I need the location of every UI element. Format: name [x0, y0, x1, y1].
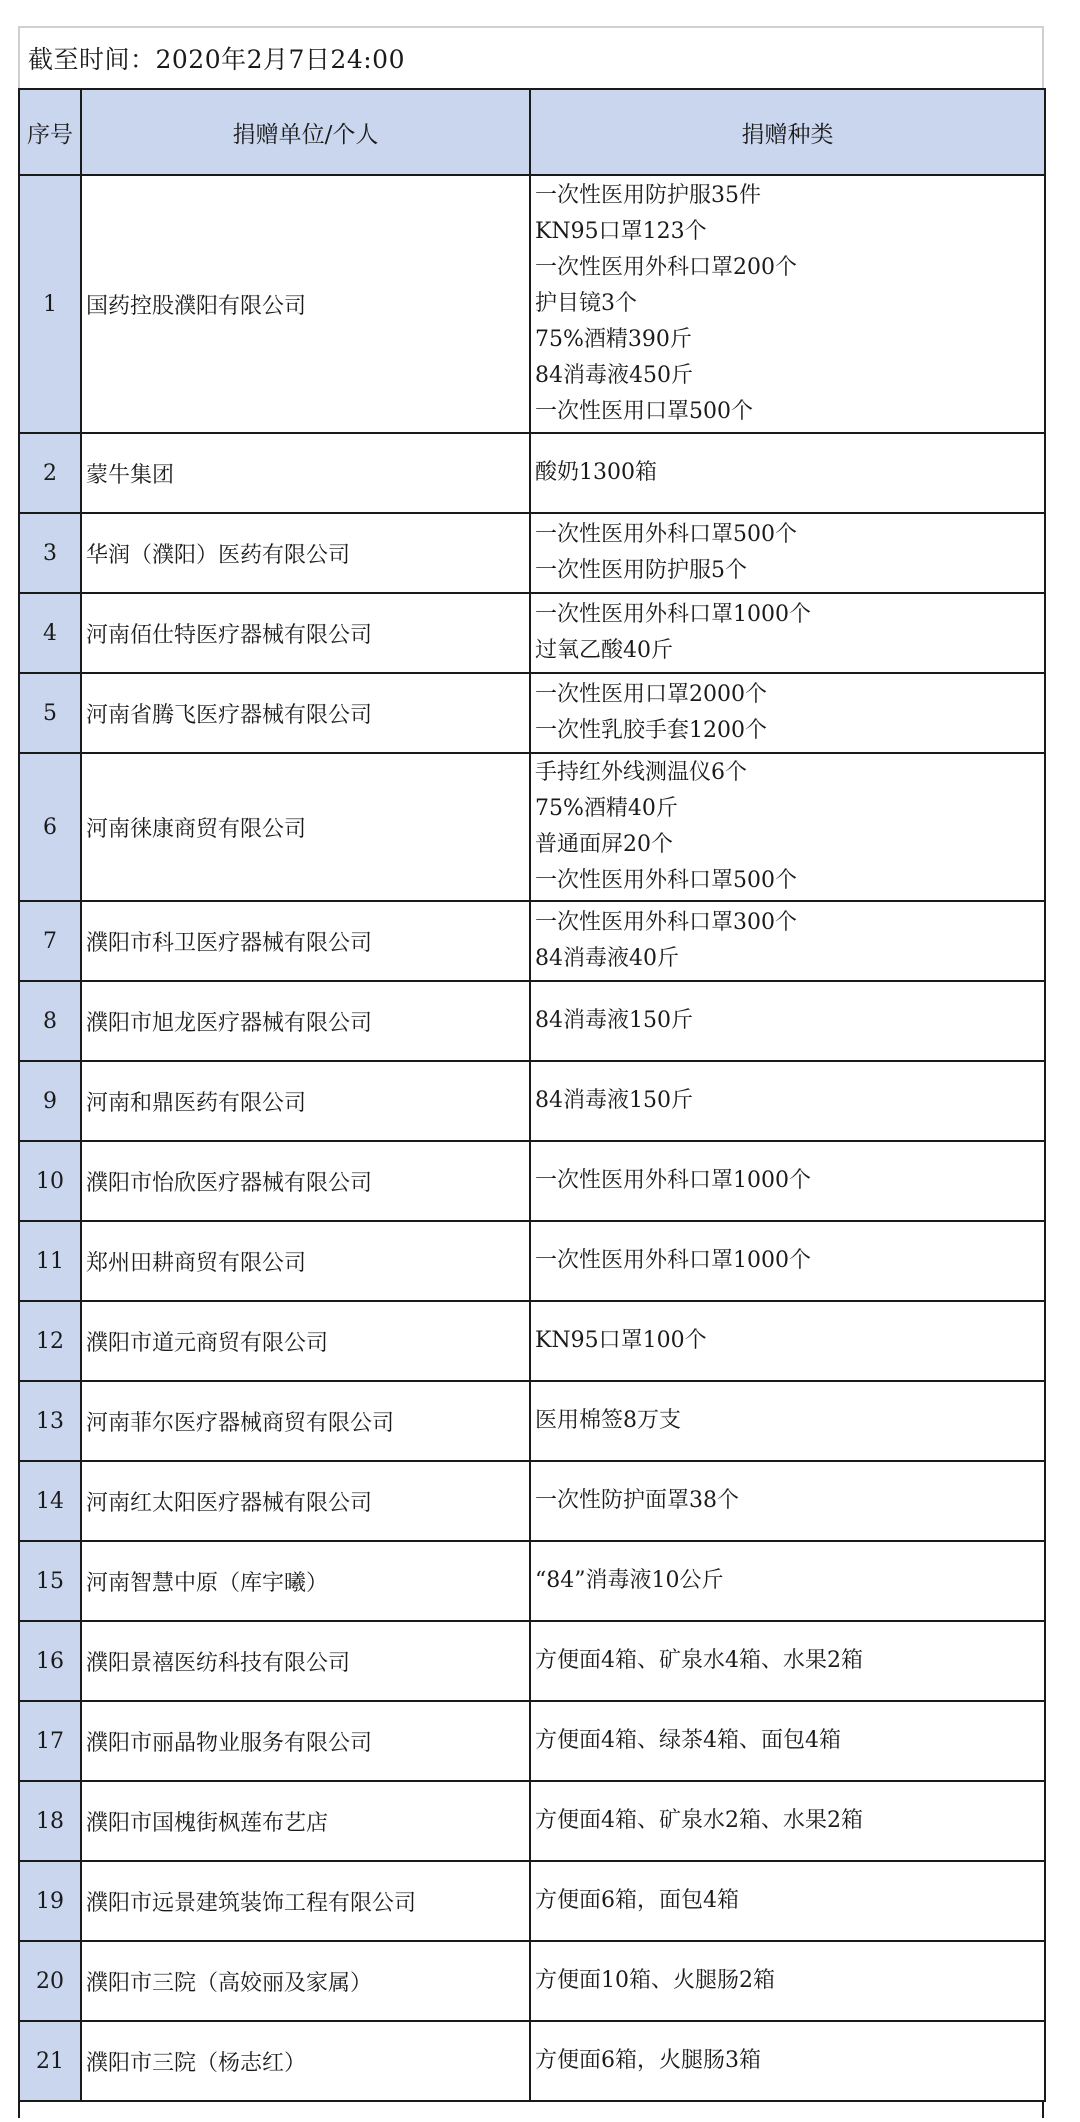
row-index: 16	[19, 1621, 81, 1701]
items-cell	[530, 1381, 1045, 1461]
donation-item: 一次性医用外科口罩1000个	[535, 1168, 811, 1193]
table-row	[19, 175, 1045, 433]
header-items: 捐赠种类	[530, 89, 1045, 175]
donor-name: 濮阳市远景建筑装饰工程有限公司	[86, 1890, 417, 1916]
donor-cell	[81, 673, 530, 753]
table-row	[19, 1221, 1045, 1301]
items-cell	[530, 433, 1045, 513]
row-index: 9	[19, 1061, 81, 1141]
donation-item: 护目镜3个	[535, 291, 637, 316]
items-cell	[530, 1701, 1045, 1781]
donation-item: KN95口罩123个	[535, 219, 707, 244]
donation-item: 普通面屏20个	[535, 832, 673, 857]
table-row	[19, 1861, 1045, 1941]
table-row	[19, 1141, 1045, 1221]
donation-item: 一次性医用防护服5个	[535, 558, 747, 583]
table-row	[19, 1381, 1045, 1461]
donor-cell	[81, 1381, 530, 1461]
row-index: 15	[19, 1541, 81, 1621]
donation-item: 75%酒精40斤	[535, 796, 678, 821]
donor-cell	[81, 175, 530, 433]
table-row	[19, 981, 1045, 1061]
table-row	[19, 1621, 1045, 1701]
donor-cell	[81, 1701, 530, 1781]
row-index: 18	[19, 1781, 81, 1861]
donor-cell	[81, 1861, 530, 1941]
donation-item: 方便面4箱、矿泉水4箱、水果2箱	[535, 1648, 863, 1673]
donor-name: 濮阳景禧医纺科技有限公司	[86, 1650, 351, 1676]
row-index: 1	[19, 175, 81, 433]
donor-cell	[81, 1781, 530, 1861]
row-index: 17	[19, 1701, 81, 1781]
items-cell	[530, 1221, 1045, 1301]
header-index: 序号	[19, 89, 81, 175]
table-row	[19, 1541, 1045, 1621]
donation-item: 75%酒精390斤	[535, 327, 692, 352]
table-row	[19, 433, 1045, 513]
donor-name: 河南佰仕特医疗器械有限公司	[86, 622, 373, 648]
row-index: 10	[19, 1141, 81, 1221]
items-cell	[530, 513, 1045, 593]
donation-item: 一次性医用外科口罩200个	[535, 255, 797, 280]
donor-name: 濮阳市怡欣医疗器械有限公司	[86, 1170, 373, 1196]
table-row	[19, 1461, 1045, 1541]
items-cell	[530, 981, 1045, 1061]
table-body	[19, 175, 1045, 2101]
donor-name: 濮阳市旭龙医疗器械有限公司	[86, 1010, 373, 1036]
donor-name: 濮阳市三院（高姣丽及家属）	[86, 1970, 373, 1996]
row-index: 14	[19, 1461, 81, 1541]
donation-item: 一次性医用外科口罩300个	[535, 910, 797, 935]
table-row	[19, 593, 1045, 673]
row-index: 11	[19, 1221, 81, 1301]
table-row	[19, 1781, 1045, 1861]
donor-cell	[81, 2021, 530, 2101]
table-header-row	[19, 89, 1045, 175]
items-cell	[530, 673, 1045, 753]
donation-table	[18, 88, 1046, 2102]
donor-name: 河南菲尔医疗器械商贸有限公司	[86, 1410, 395, 1436]
donation-item: 一次性医用口罩500个	[535, 399, 753, 424]
donation-item: 一次性乳胶手套1200个	[535, 718, 767, 743]
items-cell	[530, 901, 1045, 981]
row-index: 3	[19, 513, 81, 593]
donation-item: “84”消毒液10公斤	[535, 1568, 724, 1593]
donation-item: 医用棉签8万支	[535, 1408, 681, 1433]
donation-item: 一次性医用外科口罩500个	[535, 868, 797, 893]
row-index: 2	[19, 433, 81, 513]
donor-name: 河南红太阳医疗器械有限公司	[86, 1490, 373, 1516]
items-cell	[530, 593, 1045, 673]
donation-item: 方便面6箱，面包4箱	[535, 1888, 739, 1913]
row-index: 21	[19, 2021, 81, 2101]
donation-item: 方便面4箱、矿泉水2箱、水果2箱	[535, 1808, 863, 1833]
donation-item: 方便面6箱，火腿肠3箱	[535, 2048, 761, 2073]
donation-item: 手持红外线测温仪6个	[535, 760, 747, 785]
donor-name: 河南智慧中原（库宇曦）	[86, 1570, 329, 1596]
table-row	[19, 1301, 1045, 1381]
donation-item: 一次性医用外科口罩1000个	[535, 1248, 811, 1273]
donor-name: 河南徕康商贸有限公司	[86, 816, 307, 842]
items-cell	[530, 1781, 1045, 1861]
table-row	[19, 673, 1045, 753]
donation-item: 酸奶1300箱	[535, 460, 657, 485]
donor-cell	[81, 513, 530, 593]
donation-item: 一次性医用外科口罩1000个	[535, 602, 811, 627]
donor-name: 河南省腾飞医疗器械有限公司	[86, 702, 373, 728]
donation-item: 84消毒液150斤	[535, 1008, 693, 1033]
donor-cell	[81, 1221, 530, 1301]
donor-cell	[81, 1941, 530, 2021]
donor-name: 蒙牛集团	[86, 462, 175, 488]
table-row	[19, 1701, 1045, 1781]
items-cell	[530, 1941, 1045, 2021]
donation-sheet	[18, 26, 1044, 2118]
donor-name: 濮阳市道元商贸有限公司	[86, 1330, 329, 1356]
items-cell	[530, 753, 1045, 901]
donation-item: 84消毒液40斤	[535, 946, 679, 971]
donation-item: 一次性医用外科口罩500个	[535, 522, 797, 547]
donor-cell	[81, 1461, 530, 1541]
donor-cell	[81, 901, 530, 981]
items-cell	[530, 1461, 1045, 1541]
row-index: 8	[19, 981, 81, 1061]
donor-name: 濮阳市三院（杨志红）	[86, 2050, 307, 2076]
donation-item: 一次性防护面罩38个	[535, 1488, 739, 1513]
table-row	[19, 753, 1045, 901]
items-cell	[530, 1621, 1045, 1701]
donor-cell	[81, 1541, 530, 1621]
donor-cell	[81, 981, 530, 1061]
donor-cell	[81, 593, 530, 673]
donation-item: 方便面10箱、火腿肠2箱	[535, 1968, 775, 1993]
cutoff-time: 截至时间：2020年2月7日24:00	[18, 26, 1044, 88]
table-row	[19, 1941, 1045, 2021]
donor-cell	[81, 1061, 530, 1141]
donation-item: 方便面4箱、绿茶4箱、面包4箱	[535, 1728, 841, 1753]
row-index: 6	[19, 753, 81, 901]
donation-item: 过氧乙酸40斤	[535, 638, 673, 663]
items-cell	[530, 1541, 1045, 1621]
row-index: 5	[19, 673, 81, 753]
donor-cell	[81, 433, 530, 513]
donor-cell	[81, 1621, 530, 1701]
table-bottom-strip	[18, 2102, 1044, 2118]
table-row	[19, 1061, 1045, 1141]
donation-item: 一次性医用防护服35件	[535, 183, 761, 208]
row-index: 19	[19, 1861, 81, 1941]
donation-item: 一次性医用口罩2000个	[535, 682, 767, 707]
donor-name: 濮阳市国槐街枫莲布艺店	[86, 1810, 329, 1836]
table-row	[19, 901, 1045, 981]
row-index: 4	[19, 593, 81, 673]
row-index: 20	[19, 1941, 81, 2021]
donation-item: KN95口罩100个	[535, 1328, 707, 1353]
table-row	[19, 513, 1045, 593]
donor-name: 华润（濮阳）医药有限公司	[86, 542, 351, 568]
donor-name: 郑州田耕商贸有限公司	[86, 1250, 307, 1276]
donor-name: 濮阳市丽晶物业服务有限公司	[86, 1730, 373, 1756]
donation-item: 84消毒液450斤	[535, 363, 693, 388]
donor-name: 国药控股濮阳有限公司	[86, 293, 307, 319]
row-index: 12	[19, 1301, 81, 1381]
donor-name: 河南和鼎医药有限公司	[86, 1090, 307, 1116]
items-cell	[530, 175, 1045, 433]
items-cell	[530, 2021, 1045, 2101]
items-cell	[530, 1141, 1045, 1221]
header-donor: 捐赠单位/个人	[81, 89, 530, 175]
donor-cell	[81, 1301, 530, 1381]
row-index: 13	[19, 1381, 81, 1461]
donor-name: 濮阳市科卫医疗器械有限公司	[86, 930, 373, 956]
row-index: 7	[19, 901, 81, 981]
donation-item: 84消毒液150斤	[535, 1088, 693, 1113]
donor-cell	[81, 753, 530, 901]
items-cell	[530, 1061, 1045, 1141]
items-cell	[530, 1301, 1045, 1381]
table-row	[19, 2021, 1045, 2101]
donor-cell	[81, 1141, 530, 1221]
items-cell	[530, 1861, 1045, 1941]
